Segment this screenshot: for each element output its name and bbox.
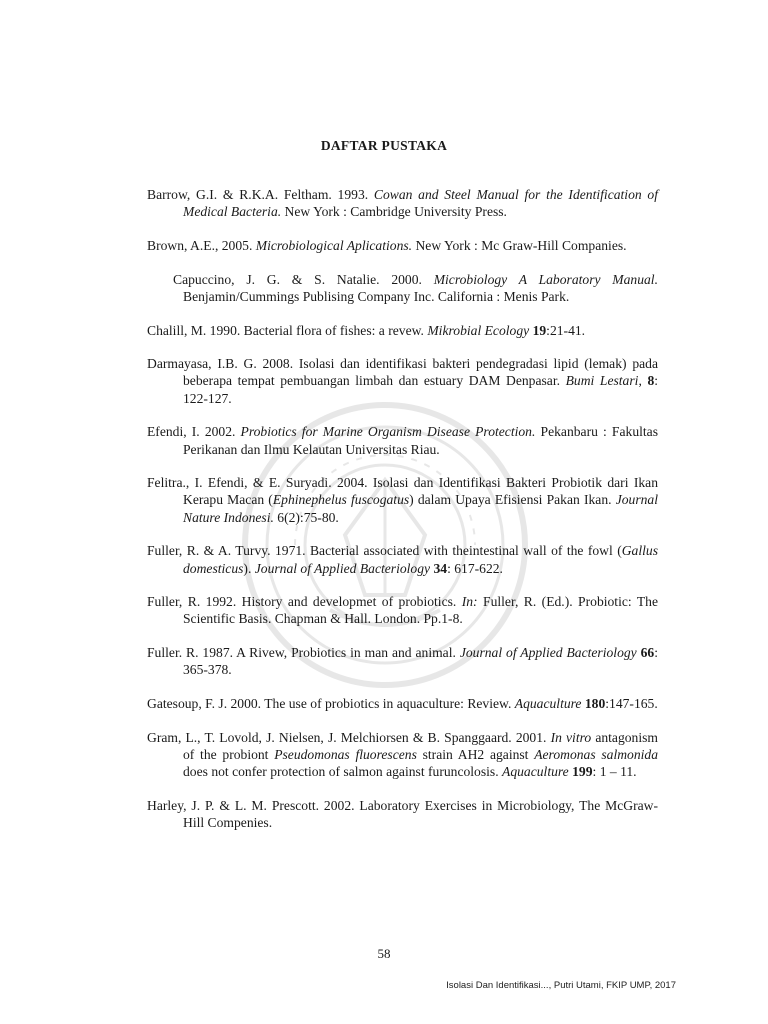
reference-text: Microbiology A Laboratory Manual. <box>433 271 658 287</box>
reference-entry <box>147 474 658 526</box>
reference-text: Probiotics for Marine Organism Disease Protection. <box>240 424 536 440</box>
reference-text: : 365-378. <box>183 645 658 678</box>
reference-text: Aquaculture <box>502 764 569 780</box>
reference-text: :147-165. <box>605 696 658 712</box>
footer-text: Isolasi Dan Identifikasi..., Putri Utami, FKIP UMP, 2017 <box>446 980 676 991</box>
reference-text: 6(2):75-80. <box>273 509 339 525</box>
reference-text: Microbiological Aplications. <box>255 237 413 253</box>
reference-text: Chalill, M. 1990. Bacterial flora of fishes: a revew. <box>147 322 428 338</box>
reference-text: Felitra., I. Efendi, & E. Suryadi. 2004. Isolasi dan Identifikasi Bakteri Probiotik dari Ikan Kerapu Macan ( <box>147 475 658 508</box>
reference-text: Gatesoup, F. J. 2000. The use of probiotics in aquaculture: Review. <box>147 696 515 712</box>
reference-text: ) dalam Upaya Efisiensi Pakan Ikan. <box>409 492 616 508</box>
reference-text: Fuller, R. & A. Turvy. 1971. Bacterial associated with theintestinal wall of the fowl ( <box>147 543 622 559</box>
reference-text: : 617-622. <box>447 560 503 576</box>
reference-text: In vitro <box>550 729 592 745</box>
reference-list <box>147 186 658 848</box>
reference-entry <box>147 542 658 576</box>
page-title: DAFTAR PUSTAKA <box>320 138 448 153</box>
reference-text: 8 <box>647 373 655 389</box>
reference-text: Efendi, I. 2002. <box>147 424 241 440</box>
page-number: 58 <box>377 946 391 961</box>
reference-entry <box>147 695 658 712</box>
reference-text: Capuccino, J. G. & S. Natalie. 2000. <box>173 271 434 287</box>
reference-text: Fuller. R. 1987. A Rivew, Probiotics in man and animal. <box>147 645 460 661</box>
reference-text: Mikrobial Ecology <box>427 322 530 338</box>
reference-entry <box>147 322 658 339</box>
reference-entry <box>147 729 658 781</box>
reference-text: strain AH2 against <box>416 746 535 762</box>
reference-text: , <box>638 373 648 389</box>
reference-text: Journal of Applied Bacteriology <box>459 645 637 661</box>
reference-text: 34 <box>433 560 448 576</box>
reference-text: Aeromonas salmonida <box>534 746 658 762</box>
reference-entry <box>147 237 658 254</box>
reference-text: New York : Mc Graw-Hill Companies. <box>412 237 627 253</box>
reference-text: ). <box>243 560 255 576</box>
reference-text: Brown, A.E., 2005. <box>147 237 256 253</box>
reference-entry <box>147 644 658 678</box>
reference-text: does not confer protection of salmon against furuncolosis. <box>183 764 503 780</box>
reference-text: Bumi Lestari <box>565 373 639 389</box>
reference-text: Fuller, R. 1992. History and developmet of probiotics. <box>147 594 462 610</box>
reference-text: 180 <box>584 696 606 712</box>
reference-text: antagonism of the probiont <box>183 729 658 762</box>
reference-text: Pseudomonas fluorescens <box>274 746 417 762</box>
reference-entry <box>147 797 658 831</box>
reference-entry <box>147 186 658 220</box>
reference-text: Pekanbaru : Fakultas Perikanan dan Ilmu Kelautan Universitas Riau. <box>183 424 658 457</box>
reference-text: Cowan and Steel Manual for the Identification of Medical Bacteria. <box>183 187 658 220</box>
reference-text: 199 <box>572 764 593 780</box>
reference-text: Fuller, R. (Ed.). Probiotic: The Scientific Basis. Chapman & Hall. London. Pp.1-8. <box>183 594 658 627</box>
reference-entry <box>147 355 658 407</box>
reference-text: Barrow, G.I. & R.K.A. Feltham. 1993. <box>147 187 374 202</box>
reference-text: Harley, J. P. & L. M. Prescott. 2002. Laboratory Exercises in Microbiology, The McGraw-Hill Compenies. <box>147 797 658 831</box>
reference-text: 66 <box>640 645 655 661</box>
reference-text: New York : Cambridge University Press. <box>281 204 507 220</box>
reference-text: Ephinephelus fuscogatus <box>272 492 410 508</box>
reference-text: Aquaculture <box>514 696 582 712</box>
reference-text: Journal Nature Indonesi. <box>183 492 658 525</box>
reference-text: 19 <box>532 322 547 338</box>
reference-text: Benjamin/Cummings Publising Company Inc. California : Menis Park. <box>183 288 570 304</box>
reference-text: Journal of Applied Bacteriology <box>254 560 431 576</box>
reference-entry <box>147 271 658 305</box>
reference-text: : 1 – 11. <box>592 764 637 780</box>
reference-entry <box>147 423 658 457</box>
reference-text: In: <box>461 594 478 610</box>
reference-text: :21-41. <box>546 322 586 338</box>
reference-text: Gram, L., T. Lovold, J. Nielsen, J. Melchiorsen & B. Spanggaard. 2001. <box>147 729 551 745</box>
reference-text: Darmayasa, I.B. G. 2008. Isolasi dan identifikasi bakteri pendegradasi lipid (lemak) pada beberapa tempat pembuangan limbah dan estuary DAM Denpasar. <box>147 356 658 389</box>
reference-text: : 122-127. <box>183 373 659 406</box>
reference-entry <box>147 593 658 627</box>
reference-text: Gallus domesticus <box>183 543 658 576</box>
